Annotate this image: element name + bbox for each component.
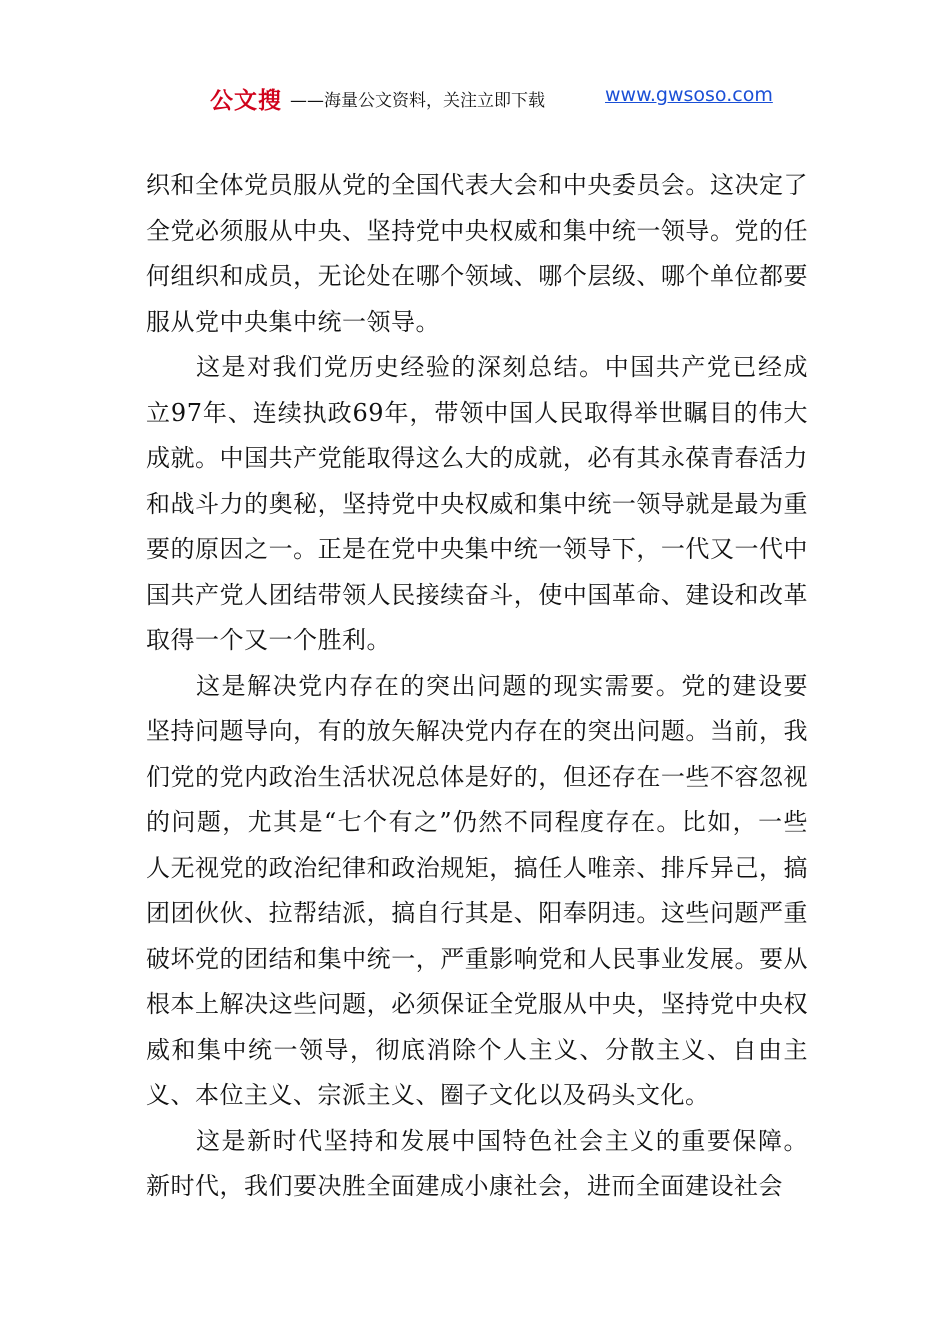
paragraph-new-era-guarantee: 这是新时代坚持和发展中国特色社会主义的重要保障。新时代，我们要决胜全面建成小康社会，进而全面建设社会 <box>146 1126 808 1200</box>
paragraph-history-experience: 这是对我们党历史经验的深刻总结。中国共产党已经成立97年、连续执政69年，带领中国人民取得举世瞩目的伟大成就。中国共产党能取得这么大的成就，必有其永葆青春活力和战斗力的奥秘，坚持党中央权威和集中统一领导就是最为重要的原因之一。正是在党中央集中统一领导下，一代又一代中国共产党人团结带领人民接续奋斗，使中国革命、建设和改革取得一个又一个胜利。 <box>146 353 808 654</box>
page-header <box>0 80 950 116</box>
document-body <box>146 163 808 1210</box>
paragraph-practical-need: 这是解决党内存在的突出问题的现实需要。党的建设要坚持问题导向，有的放矢解决党内存在的突出问题。当前，我们党的党内政治生活状况总体是好的，但还存在一些不容忽视的问题，尤其是“七个有之”仍然不同程度存在。比如，一些人无视党的政治纪律和政治规矩，搞任人唯亲、排斥异己，搞团团伙伙、拉帮结派，搞自行其是、阳奉阴违。这些问题严重破坏党的团结和集中统一，严重影响党和人民事业发展。要从根本上解决这些问题，必须保证全党服从中央，坚持党中央权威和集中统一领导，彻底消除个人主义、分散主义、自由主义、本位主义、宗派主义、圈子文化以及码头文化。 <box>146 671 808 1109</box>
brand-logo-text: 公文搜 <box>210 88 282 114</box>
paragraph-continued: 织和全体党员服从党的全国代表大会和中央委员会。这决定了全党必须服从中央、坚持党中央权威和集中统一领导。党的任何组织和成员，无论处在哪个领域、哪个层级、哪个单位都要服从党中央集中统一领导。 <box>146 171 808 336</box>
header-tagline: ——海量公文资料，关注立即下载 <box>290 91 545 111</box>
website-link[interactable]: www.gwsoso.com <box>605 84 773 106</box>
